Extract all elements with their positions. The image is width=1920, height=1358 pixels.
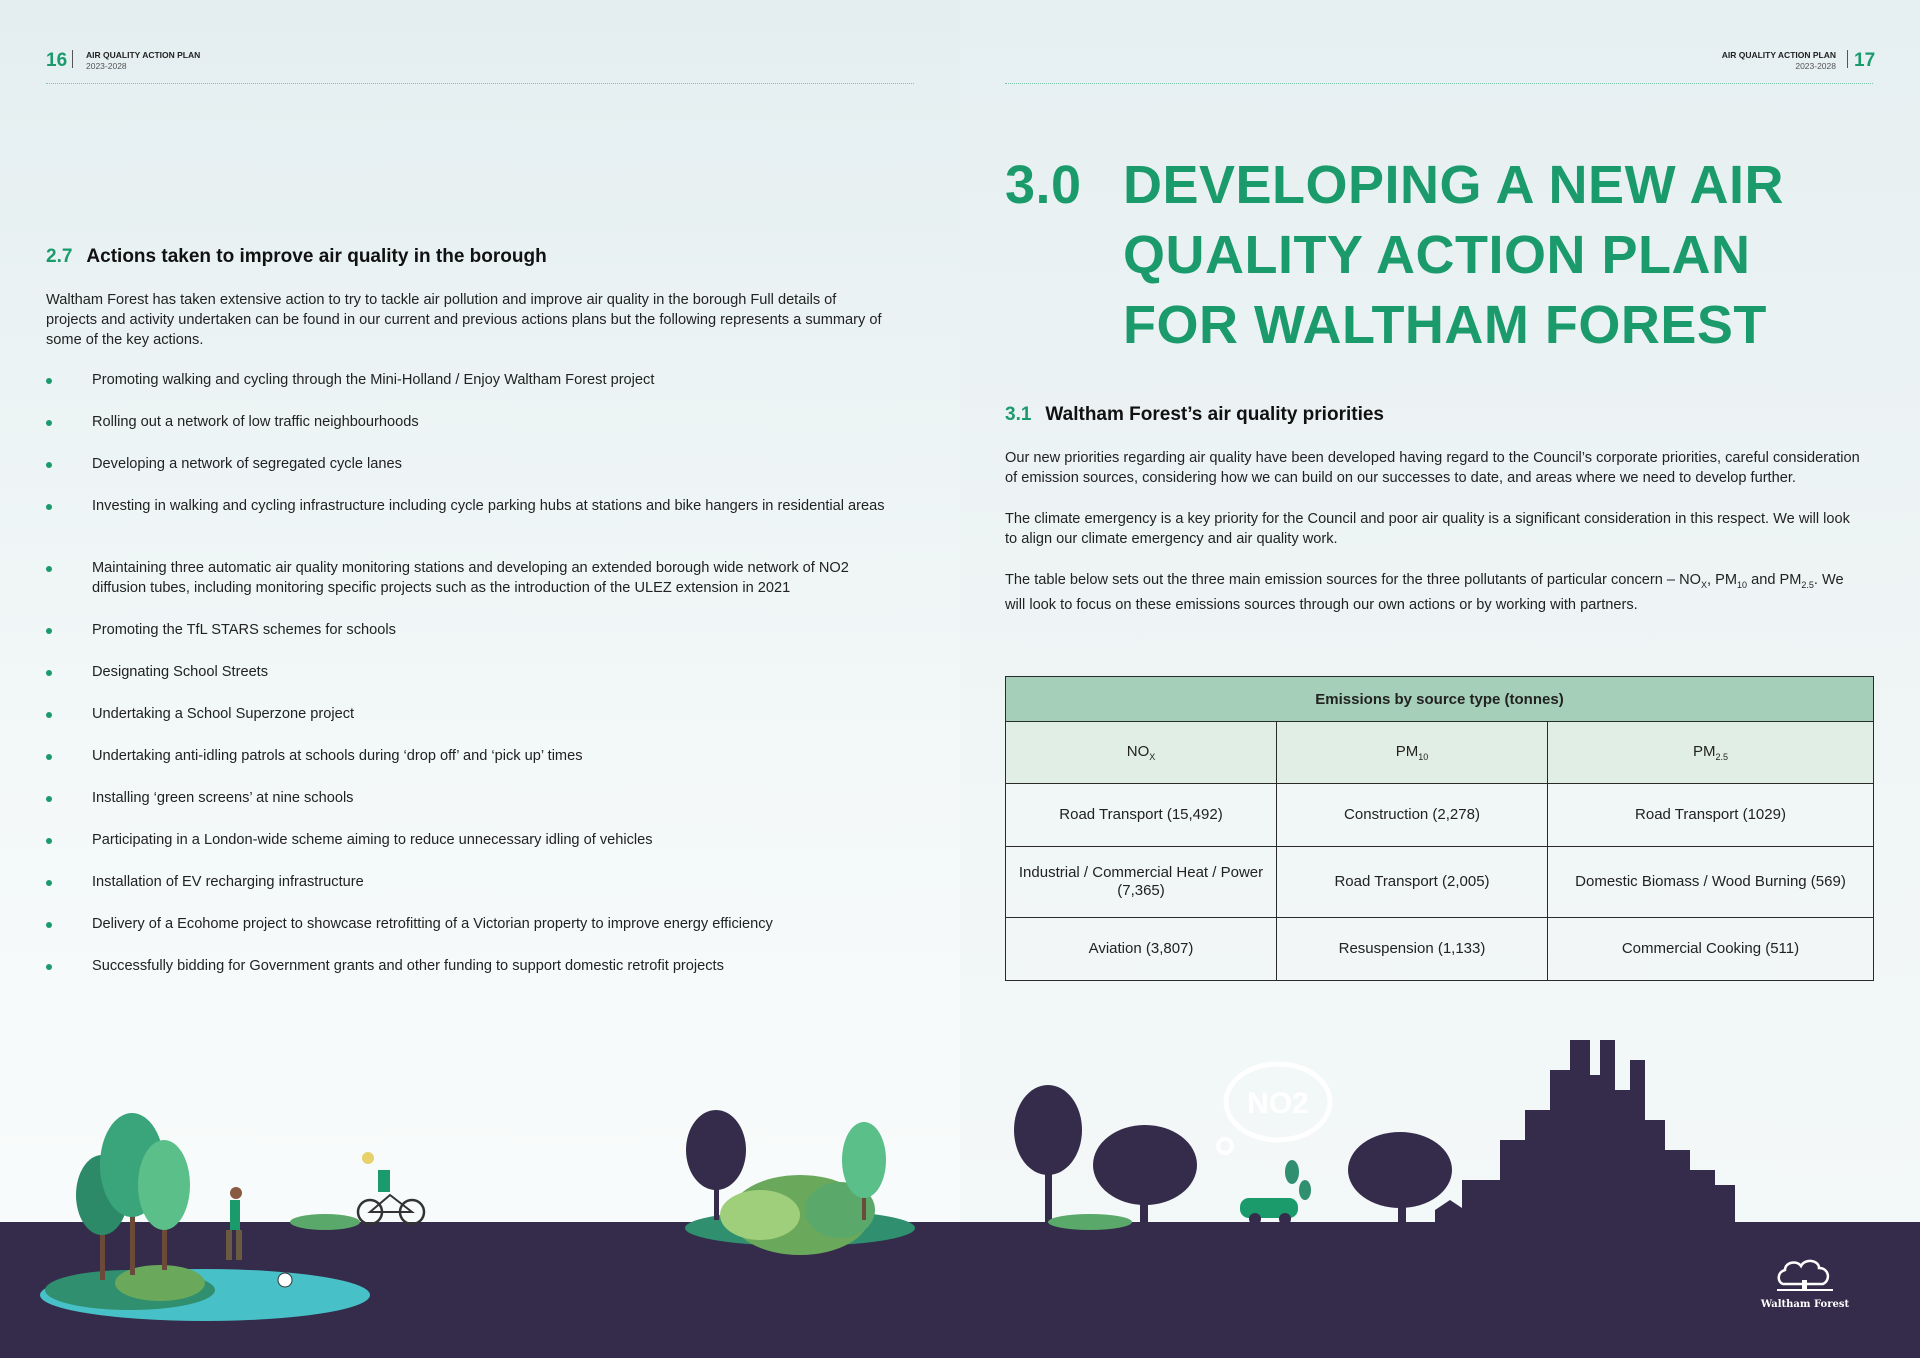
list-item-text: Successfully bidding for Government grants and other funding to support domestic retrofit projects [92, 958, 724, 974]
header-title: AIR QUALITY ACTION PLAN [86, 50, 201, 60]
page-number: 17 [1854, 50, 1876, 71]
header-title: AIR QUALITY ACTION PLAN [1721, 50, 1836, 60]
section-number: 2.7 [46, 246, 73, 267]
paragraph-1: Our new priorities regarding air quality have been developed having regard to the Council’s corporate priorities, careful consideration of emission sources, considering how we can build on our successes to date, and areas where we need to develop further. [1005, 450, 1860, 486]
list-item-text: Promoting the TfL STARS schemes for schools [92, 622, 396, 638]
list-item-text: Delivery of a Ecohome project to showcase retrofitting of a Victorian property to improve energy efficiency [92, 916, 773, 932]
intro-text: Waltham Forest has taken extensive action to try to tackle air pollution and improve air quality in the borough Full details of projects and activity undertaken can be found in our current and previous actions plans but the following represents a summary of some of the key actions. [46, 292, 882, 348]
list-item-text: Rolling out a network of low traffic neighbourhoods [92, 414, 419, 430]
table-cell: Resuspension (1,133) [1277, 918, 1548, 981]
oak-tree-icon [1775, 1258, 1835, 1292]
cyclist-icon [378, 1170, 390, 1192]
list-item-text: Developing a network of segregated cycle lanes [92, 456, 402, 472]
logo-text: Waltham Forest [1760, 1299, 1850, 1310]
paragraph-3: The table below sets out the three main emission sources for the three pollutants of particular concern – $NO_X$, $PM_{10}$ and $PM_{2.5}$. We will look to focus on these emissions sources through our own actions or by working with partners. [1005, 572, 1844, 613]
list-item-text: Installing ‘green screens’ at nine schools [92, 790, 354, 806]
table-cell: Commercial Cooking (511) [1548, 918, 1874, 981]
table-cell: Domestic Biomass / Wood Burning (569) [1548, 847, 1874, 918]
section-title: Waltham Forest’s air quality priorities [1045, 404, 1384, 425]
header-years: 2023-2028 [86, 61, 127, 71]
tree-shape [842, 1122, 886, 1198]
list-item-text: Undertaking anti-idling patrols at schools during ‘drop off’ and ‘pick up’ times [92, 748, 583, 764]
table-caption: Emissions by source type (tonnes) [1006, 677, 1874, 722]
table-cell: Road Transport (1029) [1548, 784, 1874, 847]
tree-shape [138, 1140, 190, 1230]
tree-shape [1348, 1132, 1452, 1208]
list-item-text: Maintaining three automatic air quality monitoring stations and developing an extended borough wide network of NO2 diffusion tubes, including monitoring specific projects such as the introduction of the ULEZ extension in 2021 [92, 560, 849, 596]
section-title: Actions taken to improve air quality in the borough [86, 246, 547, 267]
table-cell: Industrial / Commercial Heat / Power (7,365) [1006, 847, 1277, 918]
person-walking-icon [230, 1200, 240, 1230]
tree-shape [1093, 1125, 1197, 1205]
tree-shape [686, 1110, 746, 1190]
list-item-text: Investing in walking and cycling infrastructure including cycle parking hubs at stations and bike hangers in residential areas [92, 498, 885, 514]
tree-shape [1014, 1085, 1082, 1175]
page-number: 16 [46, 50, 68, 71]
list-item-text: Installation of EV recharging infrastructure [92, 874, 364, 890]
dog-icon [278, 1273, 292, 1287]
pollutant-header: $PM_{10}$ [1277, 722, 1548, 784]
paragraph-2: The climate emergency is a key priority for the Council and poor air quality is a significant consideration in this respect. We will look to align our climate emergency and air quality work. [1005, 511, 1850, 547]
pollutant-header: $NO_X$ [1006, 722, 1277, 784]
list-item-text: Promoting walking and cycling through the Mini-Holland / Enjoy Waltham Forest project [92, 372, 655, 388]
table-cell: Construction (2,278) [1277, 784, 1548, 847]
chapter-title: DEVELOPING A NEW AIR QUALITY ACTION PLAN FOR WALTHAM FOREST [1123, 155, 1785, 355]
header-years: 2023-2028 [1795, 61, 1836, 71]
table-cell: Aviation (3,807) [1006, 918, 1277, 981]
table-cell: Road Transport (15,492) [1006, 784, 1277, 847]
city-skyline-icon [1462, 1040, 1735, 1230]
pollutant-header: $PM_{2.5}$ [1548, 722, 1874, 784]
chapter-number: 3.0 [1005, 155, 1082, 215]
list-item-text: Participating in a London-wide scheme aiming to reduce unnecessary idling of vehicles [92, 832, 653, 848]
list-item-text: Undertaking a School Superzone project [92, 706, 355, 722]
list-item-text: Designating School Streets [92, 664, 269, 680]
table-cell: Road Transport (2,005) [1277, 847, 1548, 918]
waltham-forest-logo [1750, 1258, 1860, 1310]
cloud-label: NO2 [1247, 1087, 1309, 1120]
section-number: 3.1 [1005, 404, 1032, 425]
